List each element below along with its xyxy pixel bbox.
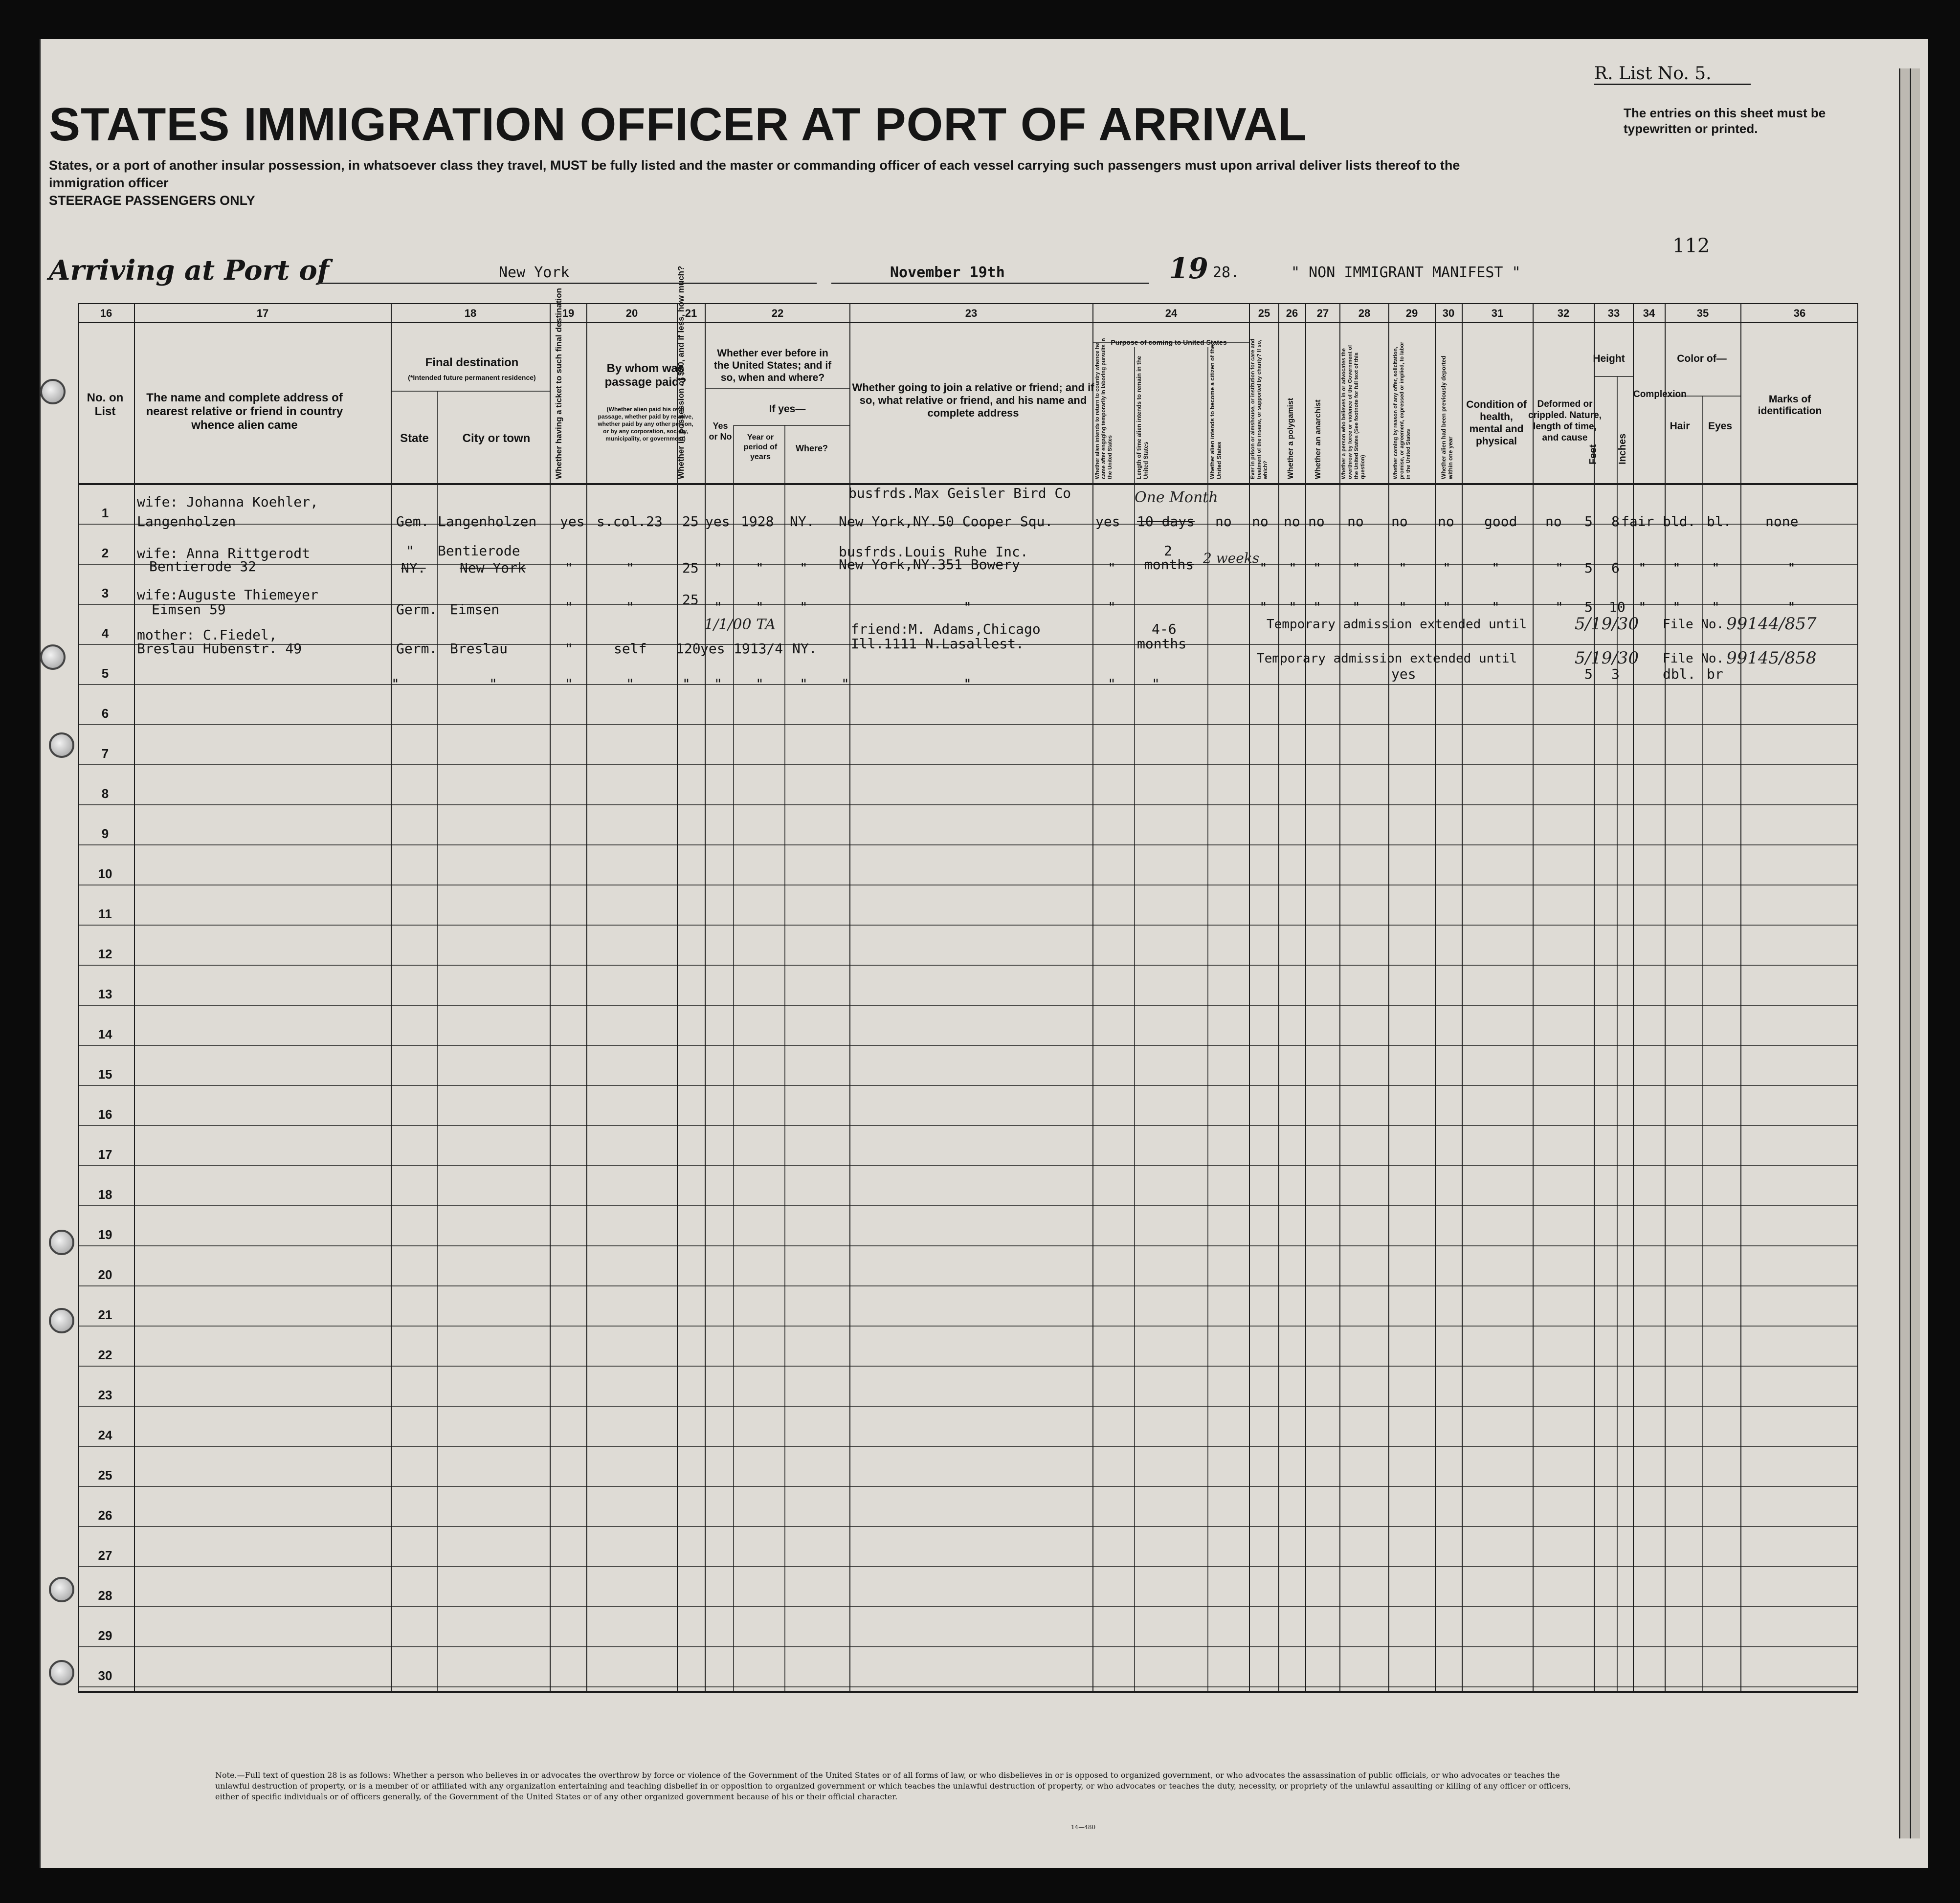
row5-ditto: " (963, 676, 972, 692)
row3-money: 25 (682, 592, 699, 608)
row5-ditto: " (391, 676, 400, 692)
row3-inches: 10 (1609, 599, 1626, 615)
row3-ditto: " (626, 599, 634, 615)
row5-ditto: " (841, 676, 849, 692)
row3-ditto: " (756, 599, 764, 615)
row1-length: 10 days (1137, 513, 1195, 530)
column-number: 35 (1696, 307, 1709, 319)
punch-hole (40, 379, 66, 404)
row-number: 9 (101, 826, 109, 841)
date-fill-line (831, 283, 1149, 284)
row5-ditto: " (682, 676, 690, 692)
header-anarchist: Whether an anarchist (1314, 399, 1322, 479)
row3-relative-line1: wife:Auguste Thiemeyer (137, 587, 318, 603)
row2-ditto: " (1313, 560, 1321, 576)
row5-ditto: " (1152, 676, 1160, 692)
row-number: 22 (98, 1348, 112, 1362)
column-number: 24 (1165, 307, 1178, 319)
row3-relative-line2: Eimsen 59 (152, 601, 226, 618)
row3-ditto: " (714, 599, 722, 615)
row2-ditto: " (1289, 560, 1297, 576)
row5-ditto: " (489, 676, 497, 692)
header-final-destination: Final destination (425, 356, 519, 369)
header-yes-no: Yes or No (709, 421, 732, 442)
row4-temporary-date: 5/19/30 (1575, 614, 1639, 634)
header-passage-paid: By whom was passage paid? (604, 362, 687, 389)
punch-hole (49, 1660, 74, 1685)
column-number: 18 (464, 307, 477, 319)
header-purpose: Purpose of coming to United States (1111, 338, 1227, 346)
header-labor-offer: Whether coming by reason of any offer, solicitation, promise, or agreement, expressed or implied, to labor in the United States (1393, 341, 1411, 479)
row3-feet: 5 (1584, 599, 1593, 615)
row5-eyes: br (1707, 666, 1723, 682)
list-number-value: R. List No. 5. (1594, 64, 1751, 85)
row-number: 19 (98, 1227, 112, 1242)
row2-return: " (1108, 560, 1116, 576)
row1-prison: no (1252, 513, 1269, 530)
row5-temporary-admission: Temporary admission extended until (1257, 651, 1517, 666)
row3-ditto: " (1352, 599, 1360, 615)
row4-joining-line1: friend:M. Adams,Chicago (851, 621, 1041, 637)
row3-ditto: " (1492, 599, 1500, 615)
header-relative-address: The name and complete address of nearest relative or friend in country whence alien came (146, 391, 343, 432)
row-number: 26 (98, 1508, 112, 1523)
row1-paid-by: s.col.23 (597, 513, 663, 530)
header-return-intent: Whether alien intends to return to country whence he came after engaging temporarily in laboring pursuits in the United States (1094, 338, 1113, 479)
row3-ditto: " (1443, 599, 1451, 615)
punch-hole (49, 732, 74, 758)
row5-feet: 5 (1584, 666, 1593, 682)
row3-ditto: " (1638, 599, 1647, 615)
row-number: 5 (101, 666, 109, 681)
row2-relative-line2: Bentierode 32 (149, 558, 257, 575)
row2-ditto: " (1712, 560, 1720, 576)
row2-money: 25 (682, 560, 699, 576)
row1-deformed: no (1545, 513, 1562, 530)
header-length-stay: Length of time alien intends to remain in the United States (1136, 355, 1149, 479)
year-suffix: 28. (1213, 264, 1240, 281)
port-value: New York (499, 264, 570, 281)
port-fill-line (318, 283, 817, 284)
row4-before: yes (700, 641, 725, 657)
row2-feet: 5 (1584, 560, 1593, 576)
row-number: 20 (98, 1267, 112, 1282)
column-number: 17 (256, 307, 269, 319)
row4-joining-line2: Ill.1111 N.Lasallest. (851, 636, 1025, 652)
column-number: 19 (562, 307, 575, 319)
column-number: 28 (1358, 307, 1371, 319)
header-if-yes: If yes— (769, 403, 806, 415)
row4-handwritten-note: 1/1/00 TA (704, 616, 776, 633)
row5-ditto: " (565, 676, 573, 692)
row2-ditto: " (1259, 560, 1268, 576)
header-passage-paid-note: (Whether alien paid his own passage, whether paid by relative, whether paid by any other person, or by any corporation, society, municipality, or government) (598, 406, 693, 442)
column-number: 30 (1442, 307, 1455, 319)
punch-hole (49, 1577, 74, 1602)
row3-ditto: " (1313, 599, 1321, 615)
column-number: 22 (771, 307, 784, 319)
row-number: 24 (98, 1428, 112, 1442)
row2-city-struck: New York (460, 560, 526, 576)
row-number: 10 (98, 866, 112, 881)
row4-relative-line2: Breslau Hubenstr. 49 (137, 641, 302, 657)
header-deported: Whether alien had been previously deported within one year (1440, 355, 1454, 479)
row1-year: 1928 (741, 513, 774, 530)
punch-hole (49, 1308, 74, 1333)
row4-paid-by: self (614, 641, 647, 657)
row1-money: 25 (682, 513, 699, 530)
row1-hair: bld. (1663, 513, 1696, 530)
arriving-label: Arriving at Port of (49, 254, 329, 287)
column-number: 23 (965, 307, 978, 319)
row-number: 8 (101, 786, 109, 801)
header-overthrow: Whether a person who believes in or advocates the overthrow by force or violence of the Government of the United States (See footnote for full text of this question) (1341, 345, 1366, 479)
row3-ditto: " (1672, 599, 1681, 615)
row2-state-struck: NY. (401, 560, 426, 576)
row5-file-number: 99145/858 (1726, 648, 1817, 668)
row5-ditto: " (714, 676, 722, 692)
punch-hole (40, 644, 66, 670)
row-number: 25 (98, 1468, 112, 1483)
header-health: Condition of health, mental and physical (1466, 399, 1527, 447)
row1-before: yes (705, 513, 730, 530)
header-hair: Hair (1670, 420, 1690, 432)
punch-hole (49, 1230, 74, 1255)
header-eyes: Eyes (1708, 420, 1733, 432)
row1-marks: none (1765, 513, 1799, 530)
row3-ditto: " (1399, 599, 1407, 615)
column-number: 27 (1316, 307, 1329, 319)
header-inches: Inches (1617, 433, 1628, 465)
row2-ditto: " (1352, 560, 1360, 576)
manifest-type: " NON IMMIGRANT MANIFEST " (1291, 264, 1521, 281)
header-no-on-list: No. on List (87, 391, 124, 418)
row2-length-handwritten: 2 weeks (1203, 550, 1260, 566)
row1-feet: 5 (1584, 513, 1593, 530)
row-number: 13 (98, 987, 112, 1001)
header-feet: Feet (1588, 444, 1599, 465)
header-deformed: Deformed or crippled. Nature, length of time, and cause (1528, 399, 1602, 443)
row-number: 30 (98, 1668, 112, 1683)
row1-return: yes (1095, 513, 1120, 530)
row5-inches: 3 (1611, 666, 1620, 682)
footnote: Note.—Full text of question 28 is as follows: Whether a person who believes in or advocates the overthrow by force or violence of the Government of the United States or of all forms of law, or who disbelieves in or is opposed to organized government, or who advocates the assassination of public officials, or who advocates or teaches the unlawful destruction of property, or is a member of or affiliated with any organization entertaining and teaching disbelief in or opposition to organized government or which teaches the unlawful destruction of property, or who advocates or teaches the duty, necessity, or propriety of the unlawful assaulting or killing of any officer or officers, either of specific individuals or of officers generally, of the Government of the United States or of any other organized government because of his or their official character. (215, 1770, 1571, 1801)
row2-joining-line1: busfrds.Louis Ruhe Inc. (839, 544, 1028, 560)
row5-ditto: " (626, 676, 634, 692)
header-ticket: Whether having a ticket to such final destination (554, 288, 563, 479)
row-number: 15 (98, 1067, 112, 1082)
row1-complexion: fair (1621, 513, 1654, 530)
page-title: STATES IMMIGRATION OFFICER AT PORT OF ARRIVAL (49, 98, 1307, 151)
row-number: 1 (101, 506, 109, 520)
row-number: 11 (98, 907, 112, 921)
row2-joining-line2: New York,NY.351 Bowery (839, 556, 1020, 573)
row1-anarchist: no (1308, 513, 1325, 530)
row2-year: " (756, 560, 764, 576)
row1-ticket: yes (560, 513, 585, 530)
header-joining: Whether going to join a relative or friend; and if so, what relative or friend, and his name and complete address (852, 381, 1094, 419)
row4-ticket: " (565, 641, 573, 657)
row2-ditto: " (1492, 560, 1500, 576)
header-final-destination-note: (*Intended future permanent residence) (408, 374, 536, 381)
column-number: 36 (1793, 307, 1806, 319)
row2-inches: 6 (1611, 560, 1620, 576)
stacked-page-edge (1899, 68, 1909, 1838)
row1-inches: 8 (1611, 513, 1620, 530)
row2-ditto: " (1787, 560, 1796, 576)
row2-ditto: " (1638, 560, 1647, 576)
row3-ditto: " (800, 599, 808, 615)
column-number: 29 (1405, 307, 1418, 319)
row3-ditto: " (1787, 599, 1796, 615)
row4-relative-line1: mother: C.Fiedel, (137, 627, 277, 643)
row-number: 29 (98, 1628, 112, 1643)
header-marks: Marks of identification (1758, 394, 1822, 417)
row4-file-label: File No. (1663, 617, 1724, 632)
row1-length-handwritten: One Month (1135, 489, 1218, 506)
row2-ticket: " (565, 560, 573, 576)
row-number: 28 (98, 1588, 112, 1603)
date-value: November 19th (890, 264, 1005, 281)
row-number: 16 (98, 1107, 112, 1122)
row3-ditto: " (1712, 599, 1720, 615)
row5-labor: yes (1391, 666, 1416, 682)
row5-ditto: " (1108, 676, 1116, 692)
row1-labor: no (1391, 513, 1408, 530)
row1-deported: no (1438, 513, 1454, 530)
row3-ditto: " (565, 599, 573, 615)
column-number: 31 (1491, 307, 1504, 319)
row-number: 21 (98, 1307, 112, 1322)
row1-where: NY. (790, 513, 815, 530)
column-number: 26 (1286, 307, 1298, 319)
row2-state-ditto: " (406, 543, 414, 559)
row2-before: " (714, 560, 722, 576)
row3-ditto: " (963, 599, 972, 615)
row-number: 14 (98, 1027, 112, 1041)
row-number: 17 (98, 1147, 112, 1162)
column-number: 16 (100, 307, 112, 319)
row3-ditto: " (1289, 599, 1297, 615)
row2-relative-line1: wife: Anna Rittgerodt (137, 545, 311, 561)
row4-city: Breslau (450, 641, 508, 657)
row4-file-number: 99144/857 (1726, 614, 1817, 634)
row2-city: Bentierode (438, 543, 520, 559)
column-number: 25 (1258, 307, 1270, 319)
row2-ditto: " (1399, 560, 1407, 576)
row1-joining-line2: New York,NY.50 Cooper Squ. (839, 513, 1053, 530)
row1-relative-line2: Langenholzen (137, 513, 236, 530)
column-number: 32 (1557, 307, 1570, 319)
row1-overthrow: no (1347, 513, 1364, 530)
row5-ditto: " (800, 676, 808, 692)
column-number: 20 (625, 307, 638, 319)
header-polygamist: Whether a polygamist (1287, 398, 1295, 479)
row1-relative-line1: wife: Johanna Koehler, (137, 494, 318, 510)
row2-where: " (800, 560, 808, 576)
row5-file-label: File No. (1663, 651, 1724, 666)
row3-city: Eimsen (450, 601, 500, 618)
header-prison: Ever in prison or almshouse, or institution for care and treatment of the insane, or supported by charity? If so, which? (1250, 338, 1269, 479)
row2-ditto: " (1443, 560, 1451, 576)
row1-health: good (1484, 513, 1517, 530)
header-height: Height (1593, 353, 1625, 364)
row4-length-line2: months (1137, 636, 1187, 652)
row5-ditto: " (756, 676, 764, 692)
row4-where: NY. (792, 641, 817, 657)
row-number: 27 (98, 1548, 112, 1563)
header-where: Where? (795, 443, 828, 453)
row4-length-line1: 4-6 (1152, 621, 1177, 637)
row-number: 6 (101, 706, 109, 721)
form-code: 14—480 (1071, 1824, 1096, 1831)
row-number: 2 (101, 546, 109, 560)
list-number (1594, 64, 1751, 85)
row3-ditto: " (1259, 599, 1268, 615)
header-before-in-us: Whether ever before in the United States; and if so, when and where? (713, 348, 832, 383)
row4-temporary-admission: Temporary admission extended until (1267, 617, 1527, 632)
row3-state: Germ. (396, 601, 438, 618)
intro-text (49, 156, 1467, 209)
header-money: Whether in possession of $50, and if less, how much? (676, 266, 686, 479)
row-number: 7 (101, 746, 109, 761)
sheet-number: 112 (1672, 235, 1710, 257)
row-number: 18 (98, 1187, 112, 1202)
header-city: City or town (462, 432, 531, 445)
column-number: 21 (685, 307, 697, 319)
row5-temporary-date: 5/19/30 (1575, 648, 1639, 668)
row1-eyes: bl. (1707, 513, 1732, 530)
row5-hair: dbl. (1663, 666, 1696, 682)
row-number: 23 (98, 1388, 112, 1402)
year-prefix: 19 (1169, 252, 1208, 285)
row1-city: Langenholzen (438, 513, 537, 530)
header-state: State (400, 432, 429, 445)
row1-joining-line1: busfrds.Max Geisler Bird Co (848, 485, 1071, 501)
row-number: 12 (98, 947, 112, 961)
steerage-label: STEERAGE PASSENGERS ONLY (49, 193, 255, 208)
column-number: 33 (1607, 307, 1620, 319)
row1-citizen: no (1215, 513, 1232, 530)
column-number: 34 (1643, 307, 1655, 319)
row2-ditto: " (1672, 560, 1681, 576)
header-complexion: Complexion (1633, 389, 1687, 399)
row2-length-line2: months (1144, 556, 1194, 573)
row3-ditto: " (1108, 599, 1116, 615)
row2-paid-by: " (626, 560, 634, 576)
row4-state: Germ. (396, 641, 438, 657)
row-number: 4 (101, 626, 109, 641)
row3-ditto: " (1555, 599, 1563, 615)
header-color-of: Color of— (1677, 353, 1727, 364)
intro-line: States, or a port of another insular possession, in whatsoever class they travel, MUST be fully listed and the master or commanding officer of each vessel carrying such passengers must upon arrival deliver lists thereof to the immigration officer (49, 158, 1460, 190)
row2-ditto: " (1555, 560, 1563, 576)
row1-state: Gem. (396, 513, 429, 530)
row1-polygamist: no (1284, 513, 1300, 530)
row-number: 3 (101, 586, 109, 600)
stacked-page-edge (1910, 68, 1920, 1838)
header-years: Year or period of years (743, 433, 778, 461)
header-citizen-intent: Whether alien intends to become a citizen of the United States (1209, 345, 1223, 479)
row4-money: 120 (676, 641, 701, 657)
row4-year: 1913/4 (734, 641, 783, 657)
entries-note: The entries on this sheet must be typewritten or printed. (1624, 106, 1826, 136)
row2-length-line1: 2 (1164, 543, 1172, 559)
